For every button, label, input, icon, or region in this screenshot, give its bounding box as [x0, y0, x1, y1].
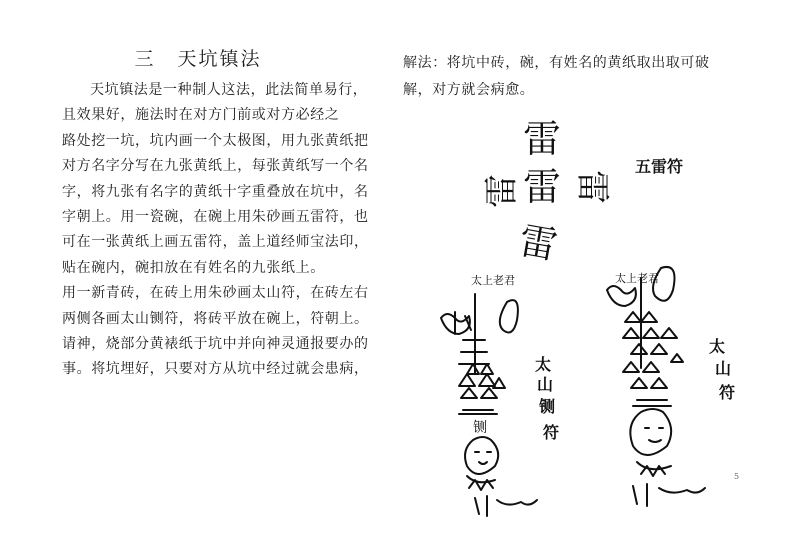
five-thunder-talisman — [482, 117, 683, 268]
label-char: 太 — [535, 355, 552, 374]
text-line: 解，对方就会病愈。 — [403, 82, 535, 98]
label-char: 铡 — [539, 397, 556, 416]
text-line: 路处挖一坑，坑内画一个太极图，用九张黄纸把 — [62, 132, 369, 149]
text-line: 对方名字分写在九张黄纸上，每张黄纸写一个名 — [62, 158, 369, 175]
label-char: 符 — [543, 423, 560, 442]
talisman-right-top-text: 太上老君 — [615, 272, 659, 285]
text-line: 贴在碗内，碗扣放在有姓名的九张纸上。 — [62, 259, 325, 276]
thunder-char-top: 雷 — [523, 117, 562, 161]
text-line: 字，将九张有名字的黄纸十字重叠放在坑中，名 — [62, 183, 369, 200]
text-line: 且效果好，施法时在对方门前或对方必经之 — [62, 107, 340, 124]
body-text — [62, 78, 384, 383]
mountain-chop-talisman — [441, 273, 561, 516]
page-number: 5 — [734, 472, 740, 481]
text-line: 字朝上。用一瓷碗，在碗上用朱砂画五雷符，也 — [62, 209, 369, 226]
talisman-left-inner-text: 铡 — [473, 420, 487, 436]
text-line: 解法：将坑中砖，碗，有姓名的黄纸取出取可破 — [403, 55, 710, 71]
section-title — [0, 44, 396, 71]
label-char: 太 — [709, 337, 726, 356]
text-line: 天坑镇法是一种制人这法，此法简单易行， — [90, 82, 368, 98]
talisman-right-label — [709, 337, 737, 402]
talisman-figure — [397, 0, 793, 544]
thunder-char-center: 雷 — [523, 165, 562, 209]
text-line: 事。将坑埋好，只要对方从坑中经过就会患病， — [62, 361, 369, 378]
label-char: 山 — [537, 375, 554, 394]
text-line: 请神，烧部分黄裱纸于坑中并向神灵通报要办的 — [62, 336, 369, 353]
talisman-left-top-text: 太上老君 — [471, 274, 515, 287]
text-line: 两侧各画太山铡符，将砖平放在碗上，符朝上。 — [62, 310, 369, 327]
right-page — [397, 0, 793, 544]
thunder-char-left: 雷 — [482, 174, 522, 208]
left-page — [0, 0, 396, 544]
thunder-char-bottom: 雷 — [515, 218, 561, 268]
text-line: 可在一张黄纸上画五雷符，盖上道经师宝法印， — [62, 234, 369, 251]
five-thunder-label: 五雷符 — [635, 157, 684, 176]
text-line: 用一新青砖，在砖上用朱砂画太山符，在砖左右 — [62, 285, 369, 302]
label-char: 山 — [715, 359, 732, 378]
section-heading: 天坑镇法 — [177, 48, 262, 70]
mountain-talisman — [607, 267, 740, 506]
label-char: 符 — [719, 383, 736, 402]
thunder-char-right: 雷 — [572, 170, 612, 204]
section-number: 三 — [134, 48, 156, 70]
talisman-left-label — [535, 355, 561, 442]
